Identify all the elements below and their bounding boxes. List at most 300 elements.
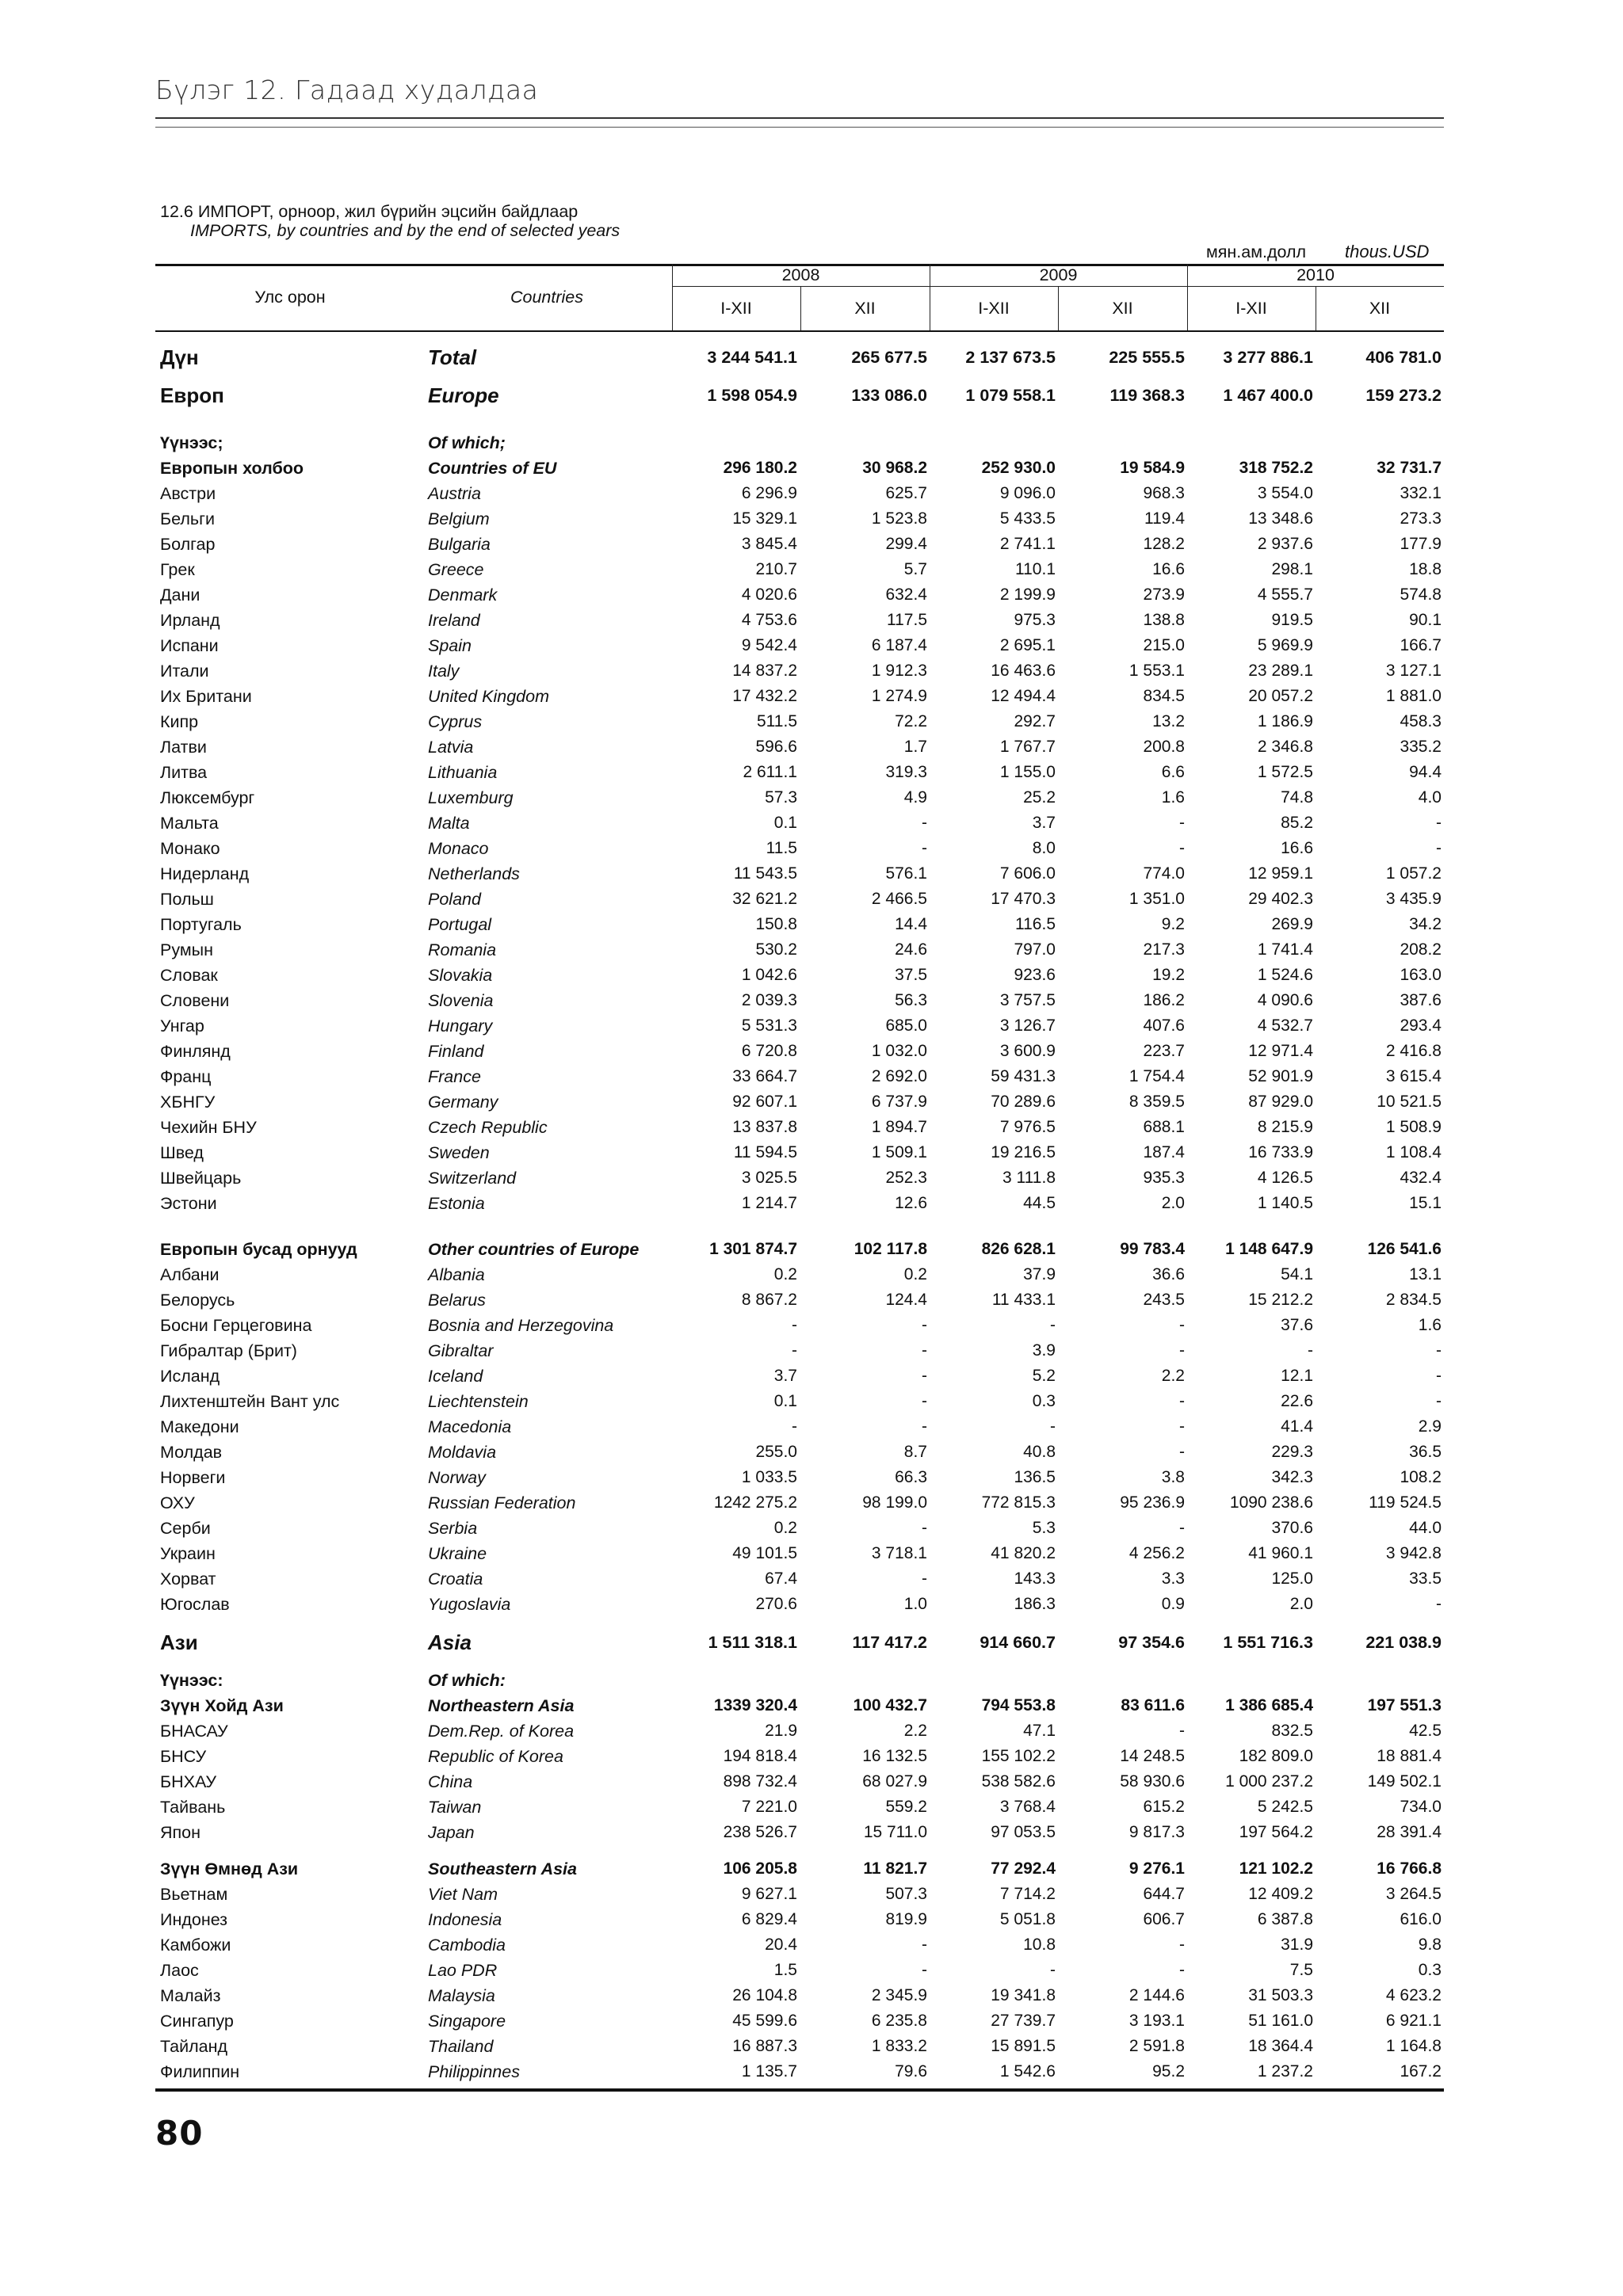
value-cell: 47.1 [1023,1722,1056,1740]
row-label-mn: Ази [160,1630,198,1654]
row-label-en: Russian Federation [428,1493,576,1512]
value-cell: 1 186.9 [1257,712,1313,730]
value-cell: 3 264.5 [1385,1885,1442,1903]
value-cell: 117.5 [887,611,927,629]
value-cell: 5 051.8 [999,1910,1056,1928]
value-cell: 574.8 [1400,585,1442,604]
table-row [0,507,1623,531]
value-cell: 23 289.1 [1248,662,1313,680]
value-cell: 19 584.9 [1120,459,1185,477]
table-row [0,1390,1623,1413]
value-cell: 58 930.6 [1120,1772,1185,1791]
table-row [0,1440,1623,1464]
value-cell: 1 894.7 [871,1118,927,1136]
row-label-en: Lithuania [428,763,498,782]
table-row [0,1039,1623,1063]
value-cell: 9 627.1 [741,1885,797,1903]
value-cell: 97 053.5 [991,1823,1056,1841]
value-cell: 37.6 [1281,1316,1313,1334]
value-cell: 975.3 [1014,611,1056,629]
row-label-mn: Мальта [160,814,219,833]
row-label-en: Moldavia [428,1443,497,1462]
value-cell: 2 199.9 [999,585,1056,604]
value-cell: 1 057.2 [1385,864,1442,883]
row-label-mn: Тайланд [160,2037,228,2056]
value-cell: 606.7 [1143,1910,1185,1928]
value-cell: 1 551 716.3 [1223,1633,1313,1652]
value-cell: - [1179,1961,1185,1979]
table-row [0,811,1623,835]
row-label-en: Ukraine [428,1544,487,1563]
value-cell: 1 351.0 [1128,890,1185,908]
row-label-en: Yugoslavia [428,1595,511,1614]
table-row [0,862,1623,886]
value-cell: 166.7 [1400,636,1442,654]
value-cell: 2 695.1 [999,636,1056,654]
row-label-en: Belgium [428,509,490,528]
row-label-en: Of which; [428,433,506,452]
value-cell: 406 781.0 [1365,348,1442,367]
value-cell: 2 346.8 [1257,738,1313,756]
value-cell: - [1179,1519,1185,1537]
value-cell: 119 368.3 [1109,386,1185,405]
row-label-mn: БНХАУ [160,1772,217,1791]
value-cell: 898 732.4 [723,1772,797,1791]
row-label-en: Indonesia [428,1910,502,1929]
value-cell: 83 611.6 [1121,1696,1185,1714]
value-cell: - [1050,1417,1056,1436]
row-label-mn: Словени [160,991,230,1010]
value-cell: - [792,1341,797,1360]
value-cell: 6 235.8 [871,2012,927,2030]
value-cell: 4 256.2 [1128,1544,1185,1562]
table-row [0,735,1623,759]
value-cell: 67.4 [765,1569,797,1588]
value-cell: 270.6 [755,1595,797,1613]
value-cell: 0.3 [1418,1961,1442,1979]
value-cell: 126 541.6 [1367,1240,1442,1258]
row-label-mn: Филиппин [160,2062,240,2081]
value-cell: 1 000 237.2 [1225,1772,1313,1791]
row-label-mn: Словак [160,966,218,985]
value-cell: - [922,814,927,832]
row-label-en: Countries of EU [428,459,557,478]
value-cell: 2.2 [1161,1367,1185,1385]
value-cell: 200.8 [1143,738,1185,756]
value-cell: 6 829.4 [741,1910,797,1928]
row-label-mn: БНСУ [160,1747,207,1766]
value-cell: 6 187.4 [871,636,927,654]
value-cell: 1 033.5 [741,1468,797,1486]
value-cell: 1 741.4 [1257,940,1313,959]
table-row [0,1857,1623,1881]
row-label-mn: Швед [160,1143,204,1162]
row-label-en: Belarus [428,1291,486,1310]
value-cell: 37.5 [895,966,927,984]
value-cell: - [922,1961,927,1979]
table-row [0,1141,1623,1165]
row-label-en: Total [428,345,477,369]
value-cell: 92 607.1 [732,1093,797,1111]
table-row [0,1314,1623,1337]
value-cell: 2 039.3 [741,991,797,1009]
value-cell: 197 551.3 [1367,1696,1442,1714]
row-label-en: Asia [428,1630,472,1654]
row-label-mn: Кипр [160,712,199,731]
value-cell: 2 137 673.5 [965,348,1056,367]
row-label-en: Germany [428,1093,498,1112]
value-cell: 17 432.2 [732,687,797,705]
value-cell: 13 837.8 [732,1118,797,1136]
value-cell: 734.0 [1400,1798,1442,1816]
row-label-mn: Япон [160,1823,200,1842]
row-label-en: Albania [428,1265,485,1284]
value-cell: 1 511 318.1 [708,1633,797,1652]
value-cell: 51 161.0 [1248,2012,1313,2030]
value-cell: 32 621.2 [732,890,797,908]
value-cell: 16.6 [1281,839,1313,857]
value-cell: 5 433.5 [999,509,1056,528]
table-row [0,558,1623,582]
value-cell: 12.6 [895,1194,927,1212]
value-cell: 9 542.4 [741,636,797,654]
value-cell: - [922,1316,927,1334]
unit-label-mn: мян.ам.долл [1206,242,1307,261]
value-cell: 2 144.6 [1128,1986,1185,2004]
value-cell: 1 754.4 [1128,1067,1185,1085]
value-cell: 318 752.2 [1239,459,1313,477]
value-cell: - [1436,1595,1442,1613]
value-cell: 1 140.5 [1257,1194,1313,1212]
value-cell: 4 532.7 [1257,1016,1313,1035]
row-label-mn: Европын холбоо [160,459,304,478]
row-label-mn: Латви [160,738,207,757]
row-label-mn: Серби [160,1519,211,1538]
table-row [0,1958,1623,1982]
row-label-en: China [428,1772,473,1791]
value-cell: 116.5 [1015,915,1056,933]
value-cell: 9.2 [1161,915,1185,933]
value-cell: 57.3 [765,788,797,807]
value-cell: 8 867.2 [741,1291,797,1309]
value-cell: 16 132.5 [862,1747,927,1765]
row-label-mn: Албани [160,1265,220,1284]
value-cell: 187.4 [1143,1143,1185,1161]
table-row [0,963,1623,987]
row-label-en: Denmark [428,585,498,605]
value-cell: 95 236.9 [1120,1493,1185,1512]
row-label-mn: Швейцарь [160,1169,242,1188]
value-cell: 8.7 [903,1443,927,1461]
value-cell: 387.6 [1400,991,1442,1009]
row-label-mn: Лаос [160,1961,199,1980]
value-cell: 208.2 [1400,940,1442,959]
header-period: XII [1369,299,1391,318]
row-label-mn: Зүүн Хойд Ази [160,1696,284,1715]
value-cell: 149 502.1 [1367,1772,1442,1791]
value-cell: 68 027.9 [862,1772,927,1791]
table-row [0,1288,1623,1312]
row-label-mn: Чехийн БНУ [160,1118,257,1137]
row-label-mn: Югослав [160,1595,230,1614]
value-cell: - [1179,1722,1185,1740]
table-row [0,2009,1623,2033]
value-cell: 1.5 [773,1961,797,1979]
value-cell: 298.1 [1271,560,1313,578]
table-row [0,532,1623,556]
value-cell: 432.4 [1400,1169,1442,1187]
unit-label-en: thous.USD [1345,242,1430,261]
table-row [0,634,1623,658]
value-cell: 17 470.3 [991,890,1056,908]
value-cell: 1 148 647.9 [1225,1240,1313,1258]
value-cell: 87 929.0 [1248,1093,1313,1111]
value-cell: 3 768.4 [999,1798,1056,1816]
row-label-en: Estonia [428,1194,485,1213]
value-cell: 3 127.1 [1385,662,1442,680]
value-cell: 15.1 [1409,1194,1442,1212]
value-cell: 252.3 [885,1169,927,1187]
value-cell: 98 199.0 [862,1493,927,1512]
value-cell: 1 386 685.4 [1225,1696,1313,1714]
value-cell: 10.8 [1023,1936,1056,1954]
value-cell: 11 543.5 [733,864,797,883]
row-label-mn: Сингапур [160,2012,234,2031]
value-cell: 21.9 [765,1722,797,1740]
value-cell: 4 623.2 [1385,1986,1442,2004]
row-label-en: Liechtenstein [428,1392,529,1411]
value-cell: 576.1 [885,864,927,883]
table-row [0,1065,1623,1089]
value-cell: 40.8 [1023,1443,1056,1461]
value-cell: 797.0 [1014,940,1056,959]
value-cell: 52 901.9 [1248,1067,1313,1085]
value-cell: 20.4 [765,1936,797,1954]
value-cell: 243.5 [1143,1291,1185,1309]
value-cell: 59 431.3 [991,1067,1056,1085]
value-cell: 20 057.2 [1248,687,1313,705]
value-cell: 3.7 [1032,814,1056,832]
value-cell: 30 968.2 [862,459,927,477]
value-cell: 100 432.7 [853,1696,927,1714]
value-cell: 10 521.5 [1377,1093,1442,1111]
value-cell: 826 628.1 [981,1240,1056,1258]
row-label-mn: Малайз [160,1986,221,2005]
value-cell: 1 542.6 [999,2062,1056,2081]
value-cell: 15 711.0 [863,1823,927,1841]
value-cell: 186.2 [1143,991,1185,1009]
value-cell: 36.5 [1409,1443,1442,1461]
row-label-mn: БНАСАУ [160,1722,228,1741]
value-cell: 832.5 [1271,1722,1313,1740]
value-cell: - [922,1341,927,1360]
value-cell: - [1179,1392,1185,1410]
value-cell: - [1179,1316,1185,1334]
value-cell: 5.2 [1032,1367,1056,1385]
value-cell: 3 435.9 [1385,890,1442,908]
table-row [0,1908,1623,1932]
row-label-mn: Болгар [160,535,216,554]
value-cell: 124.4 [885,1291,927,1309]
value-cell: 223.7 [1143,1042,1185,1060]
row-label-en: Cambodia [428,1936,506,1955]
value-cell: 1 214.7 [741,1194,797,1212]
value-cell: 194 818.4 [723,1747,797,1765]
row-label-en: Republic of Korea [428,1747,563,1766]
value-cell: 9 817.3 [1128,1823,1185,1841]
value-cell: 5 242.5 [1257,1798,1313,1816]
value-cell: 1 508.9 [1385,1118,1442,1136]
table-row [0,482,1623,505]
value-cell: - [922,1392,927,1410]
row-label-mn: Европ [160,383,224,407]
value-cell: - [922,1569,927,1588]
row-label-en: Finland [428,1042,484,1061]
value-cell: 11 821.7 [863,1859,927,1878]
value-cell: 3 845.4 [741,535,797,553]
value-cell: 9.8 [1418,1936,1442,1954]
row-label-en: Of which: [428,1671,506,1690]
value-cell: 1.6 [1161,788,1185,807]
value-cell: - [1179,1936,1185,1954]
header-year: 2008 [781,265,820,284]
value-cell: 133 086.0 [851,386,927,405]
value-cell: 2 741.1 [999,535,1056,553]
value-cell: 4.9 [903,788,927,807]
table-title-en: IMPORTS, by countries and by the end of selected years [190,221,621,240]
table-row [0,2060,1623,2084]
value-cell: 1339 320.4 [713,1696,797,1714]
row-label-mn: Европын бусад орнууд [160,1240,357,1259]
value-cell: 0.9 [1161,1595,1185,1613]
value-cell: 3.3 [1161,1569,1185,1588]
row-label-en: Northeastern Asia [428,1696,575,1715]
value-cell: 34.2 [1409,915,1442,933]
value-cell: 16.6 [1152,560,1185,578]
value-cell: 1 301 874.7 [709,1240,797,1258]
row-label-en: Ireland [428,611,480,630]
table-row [0,1238,1623,1261]
value-cell: 2 692.0 [871,1067,927,1085]
value-cell: 2.2 [903,1722,927,1740]
table-row [0,456,1623,480]
row-label-mn: Финлянд [160,1042,231,1061]
value-cell: 33 664.7 [732,1067,797,1085]
value-cell: 44.5 [1023,1194,1056,1212]
value-cell: 2 937.6 [1257,535,1313,553]
value-cell: 1 042.6 [741,966,797,984]
table-row [0,1014,1623,1038]
value-cell: 3 554.0 [1257,484,1313,502]
value-cell: 0.1 [773,1392,797,1410]
value-cell: 121 102.2 [1239,1859,1313,1878]
value-cell: 31 503.3 [1248,1986,1313,2004]
value-cell: - [792,1316,797,1334]
table-row [0,1364,1623,1388]
value-cell: 1 767.7 [999,738,1056,756]
row-label-en: Malta [428,814,470,833]
row-label-en: Southeastern Asia [428,1859,577,1878]
value-cell: 4 753.6 [741,611,797,629]
value-cell: 11 594.5 [733,1143,797,1161]
value-cell: - [1436,1341,1442,1360]
row-label-mn: Литва [160,763,208,782]
value-cell: - [1179,1417,1185,1436]
value-cell: 538 582.6 [981,1772,1056,1791]
value-cell: 296 180.2 [723,459,797,477]
value-cell: 5.7 [903,560,927,578]
value-cell: 2 834.5 [1385,1291,1442,1309]
value-cell: 834.5 [1143,687,1185,705]
value-cell: 197 564.2 [1239,1823,1313,1841]
value-cell: - [792,1417,797,1436]
row-label-mn: Тайвань [160,1798,226,1817]
value-cell: 238 526.7 [723,1823,797,1841]
value-cell: 1 155.0 [999,763,1056,781]
row-label-en: Iceland [428,1367,483,1386]
row-label-mn: Унгар [160,1016,204,1035]
value-cell: 6 921.1 [1385,2012,1442,2030]
value-cell: 3 718.1 [871,1544,927,1562]
row-label-mn: Польш [160,890,214,909]
value-cell: 335.2 [1400,738,1442,756]
value-cell: 299.4 [885,535,927,553]
table-row [0,1567,1623,1591]
value-cell: 3 757.5 [999,991,1056,1009]
row-label-en: France [428,1067,481,1086]
value-cell: 1 135.7 [741,2062,797,2081]
value-cell: 18.8 [1409,560,1442,578]
value-cell: 15 891.5 [991,2037,1056,2055]
value-cell: 2.9 [1418,1417,1442,1436]
value-cell: 1 524.6 [1257,966,1313,984]
value-cell: 56.3 [895,991,927,1009]
row-label-en: Bulgaria [428,535,491,554]
value-cell: 28 391.4 [1377,1823,1442,1841]
table-row [0,345,1623,369]
table-row [0,1090,1623,1114]
value-cell: 217.3 [1143,940,1185,959]
value-cell: 26 104.8 [732,1986,797,2004]
value-cell: 507.3 [885,1885,927,1903]
table-row [0,1770,1623,1794]
value-cell: 1 274.9 [871,687,927,705]
row-label-en: Europe [428,383,499,407]
table-bottom-border [155,2088,1444,2092]
value-cell: 110.1 [1015,560,1056,578]
value-cell: 186.3 [1014,1595,1056,1613]
value-cell: 32 731.7 [1377,459,1442,477]
value-cell: 163.0 [1400,966,1442,984]
table-row [0,1542,1623,1566]
row-label-mn: Македони [160,1417,239,1436]
table-row [0,1466,1623,1489]
value-cell: 3.8 [1161,1468,1185,1486]
value-cell: 210.7 [755,560,797,578]
table-row [0,1719,1623,1743]
value-cell: 255.0 [755,1443,797,1461]
row-label-mn: Грек [160,560,195,579]
row-label-mn: Ирланд [160,611,220,630]
value-cell: 3 126.7 [999,1016,1056,1035]
row-label-en: Singapore [428,2012,506,2031]
value-cell: 4.0 [1418,788,1442,807]
value-cell: - [1436,1392,1442,1410]
table-row [0,383,1623,407]
value-cell: 18 881.4 [1377,1747,1442,1765]
header-period: XII [1112,299,1133,318]
value-cell: - [1179,1443,1185,1461]
